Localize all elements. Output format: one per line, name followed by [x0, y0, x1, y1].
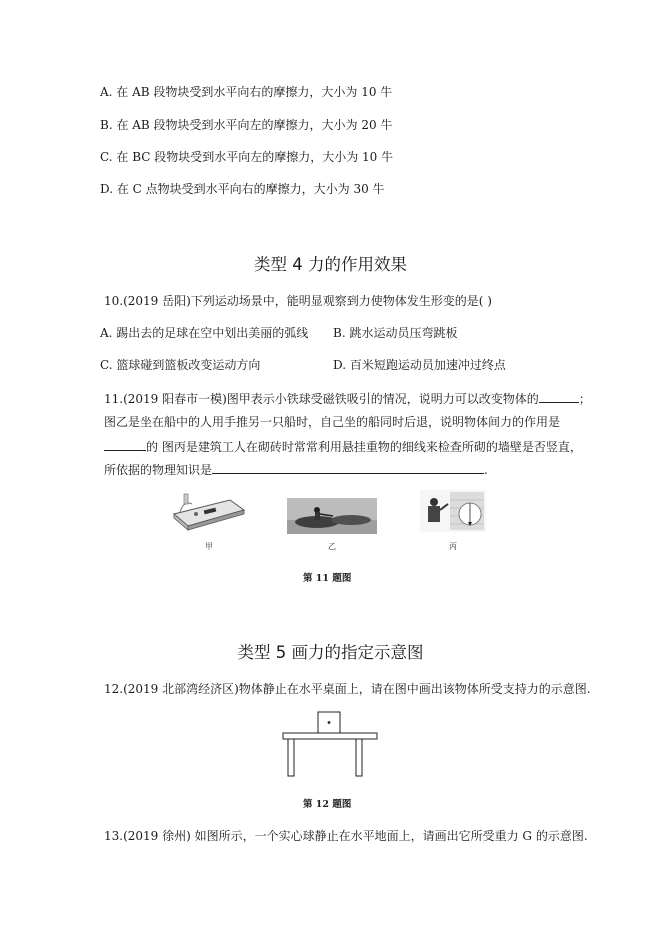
section-heading-5: 类型 5 画力的指定示意图	[237, 643, 424, 662]
option-d: D. 在 C 点物块受到水平向右的摩擦力，大小为 30 牛	[100, 182, 385, 196]
answer-blank-1[interactable]	[539, 390, 579, 403]
figure-label-jia: 甲	[205, 542, 213, 551]
figure-yi-boats	[287, 498, 377, 534]
figure-bing-plumb-line	[420, 490, 486, 532]
question-11-line1	[104, 390, 591, 407]
question-11-line4	[104, 461, 488, 478]
question-11-line2: 图乙是坐在船中的人用手推另一只船时，自己坐的船同时后退，说明物体间力的作用是	[104, 415, 561, 429]
figure-jia-magnet	[170, 492, 248, 532]
option-c: C. 在 BC 段物块受到水平向左的摩擦力，大小为 10 牛	[100, 150, 394, 164]
q11-line4-end: .	[484, 463, 488, 477]
question-11-line3	[104, 438, 582, 455]
figure-11-caption: 第 11 题图	[303, 573, 352, 584]
q11-line3-text: 的 图丙是建筑工人在砌砖时常常利用悬挂重物的细线来检查所砌的墙壁是否竖直，	[146, 440, 582, 454]
figure-label-bing: 丙	[449, 542, 457, 551]
q11-line1-end: ；	[578, 392, 591, 406]
q11-line4-text: 所依据的物理知识是	[104, 463, 213, 477]
answer-blank-3[interactable]	[212, 461, 484, 474]
figure-table-with-block[interactable]	[280, 710, 380, 778]
q10-option-b: B. 跳水运动员压弯跳板	[333, 326, 458, 340]
question-10-stem: 10.(2019 岳阳)下列运动场景中，能明显观察到力使物体发生形变的是( )	[104, 294, 492, 308]
answer-blank-2[interactable]	[104, 438, 146, 451]
question-13-stem: 13.(2019 徐州) 如图所示，一个实心球静止在水平地面上，请画出它所受重力 G 的示意图.	[104, 829, 588, 843]
figure-12-caption: 第 12 题图	[303, 799, 352, 810]
q10-option-a: A. 踢出去的足球在空中划出美丽的弧线	[100, 326, 309, 340]
section-heading-4: 类型 4 力的作用效果	[254, 255, 407, 274]
figure-label-yi: 乙	[328, 542, 336, 551]
option-a: A. 在 AB 段物块受到水平向右的摩擦力，大小为 10 牛	[100, 85, 393, 99]
question-12-stem: 12.(2019 北部湾经济区)物体静止在水平桌面上，请在图中画出该物体所受支持力的示意图.	[104, 682, 591, 696]
option-b: B. 在 AB 段物块受到水平向左的摩擦力，大小为 20 牛	[100, 118, 393, 132]
q10-option-c: C. 篮球碰到篮板改变运动方向	[100, 358, 261, 372]
q10-option-d: D. 百米短跑运动员加速冲过终点	[333, 358, 506, 372]
q11-line1-text: 11.(2019 阳春市一模)图甲表示小铁球受磁铁吸引的情况，说明力可以改变物体的	[104, 392, 539, 406]
